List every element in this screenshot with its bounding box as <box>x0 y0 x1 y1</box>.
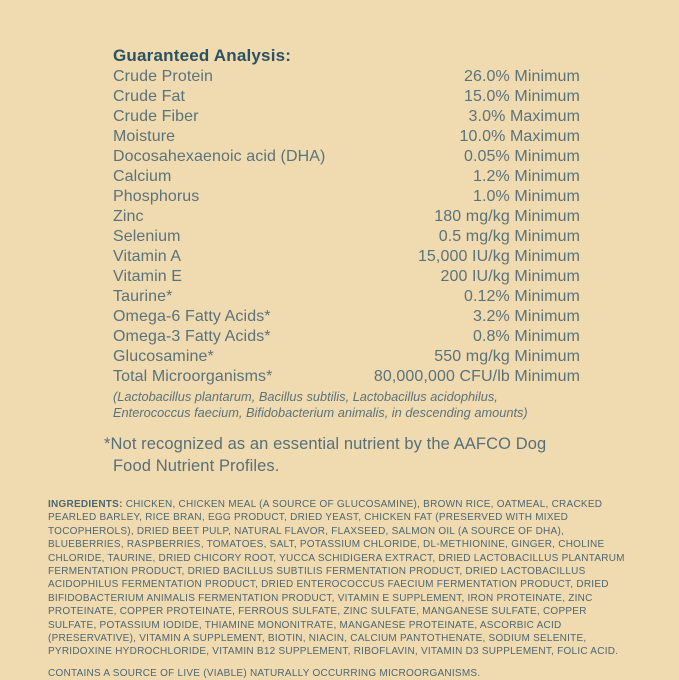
nutrient-value: 26.0% Minimum <box>463 68 580 85</box>
nutrient-value: 0.8% Minimum <box>472 328 580 345</box>
contains-microorganisms-note: CONTAINS A SOURCE OF LIVE (VIABLE) NATURALLY OCCURRING MICROORGANISMS. <box>48 667 481 679</box>
analysis-row <box>113 67 580 87</box>
analysis-row <box>113 367 580 387</box>
analysis-row <box>113 267 580 287</box>
nutrient-value: 10.0% Maximum <box>459 128 580 145</box>
guaranteed-analysis-section <box>113 45 580 421</box>
analysis-row <box>113 147 580 167</box>
nutrient-label: Taurine* <box>113 288 173 305</box>
guaranteed-analysis-title: Guaranteed Analysis: <box>113 46 292 65</box>
nutrient-label: Vitamin A <box>113 248 182 265</box>
analysis-row <box>113 327 580 347</box>
nutrient-value: 1.0% Minimum <box>472 188 580 205</box>
nutrient-label: Omega-3 Fatty Acids* <box>113 328 271 345</box>
nutrient-label: Total Microorganisms* <box>113 368 273 385</box>
nutrient-label: Moisture <box>113 128 176 145</box>
nutrient-value: 15.0% Minimum <box>463 88 580 105</box>
nutrient-value: 0.5 mg/kg Minimum <box>438 228 580 245</box>
nutrient-value: 0.12% Minimum <box>463 288 580 305</box>
nutrient-label: Selenium <box>113 228 181 245</box>
nutrient-label: Crude Fiber <box>113 108 199 125</box>
analysis-row <box>113 207 580 227</box>
analysis-row <box>113 227 580 247</box>
nutrient-value: 180 mg/kg Minimum <box>434 208 580 225</box>
nutrient-label: Omega-6 Fatty Acids* <box>113 308 271 325</box>
nutrient-label: Zinc <box>113 208 144 225</box>
ingredients-label: INGREDIENTS: <box>48 499 123 510</box>
nutrient-value: 0.05% Minimum <box>463 148 580 165</box>
analysis-row <box>113 167 580 187</box>
nutrient-label: Calcium <box>113 168 172 185</box>
analysis-row <box>113 307 580 327</box>
nutrient-value: 80,000,000 CFU/lb Minimum <box>373 368 580 385</box>
nutrient-label: Phosphorus <box>113 188 200 205</box>
nutrient-label: Vitamin E <box>113 268 183 285</box>
analysis-row <box>113 87 580 107</box>
nutrient-value: 3.2% Minimum <box>472 308 580 325</box>
ingredients-paragraph <box>48 498 636 659</box>
nutrient-value: 550 mg/kg Minimum <box>434 348 580 365</box>
nutrient-label: Crude Fat <box>113 88 186 105</box>
nutrient-label: Glucosamine* <box>113 348 214 365</box>
analysis-row <box>113 187 580 207</box>
nutrient-value: 3.0% Maximum <box>468 108 580 125</box>
analysis-row <box>113 107 580 127</box>
aafco-footnote: *Not recognized as an essential nutrient by the AAFCO Dog Food Nutrient Profiles. <box>104 435 547 475</box>
analysis-row <box>113 347 580 367</box>
nutrient-label: Crude Protein <box>113 68 214 85</box>
analysis-table <box>113 67 580 387</box>
analysis-row <box>113 247 580 267</box>
nutrient-value: 200 IU/kg Minimum <box>440 268 580 285</box>
ingredients-text: CHICKEN, CHICKEN MEAL (A SOURCE OF GLUCOSAMINE), BROWN RICE, OATMEAL, CRACKED PEARLED BARLEY, RICE BRAN, EGG PRODUCT, DRIED YEAST, CHICKEN FAT (PRESERVED WITH MIXED TOCOPHEROLS), DRIED BEET PULP, NATURAL FLAVOR, FLAXSEED, SALMON OIL (A SOURCE OF DHA), BLUEBERRIES, RASPBERRIES, TOMATOES, SALT, POTASSIUM CHLORIDE, DL-METHIONINE, GINGER, CHOLINE CHLORIDE, TAURINE, DRIED CHICORY ROOT, YUCCA SCHIDIGERA EXTRACT, DRIED LACTOBACILLUS PLANTARUM FERMENTATION PRODUCT, DRIED BACILLUS SUBTILIS FERMENTATION PRODUCT, DRIED LACTOBACILLUS ACIDOPHILUS FERMENTATION PRODUCT, DRIED ENTEROCOCCUS FAECIUM FERMENTATION PRODUCT, DRIED BIFIDOBACTERIUM ANIMALIS FERMENTATION PRODUCT, VITAMIN E SUPPLEMENT, IRON PROTEINATE, ZINC PROTEINATE, COPPER PROTEINATE, FERROUS SULFATE, ZINC SULFATE, MANGANESE SULFATE, COPPER SULFATE, POTASSIUM IODIDE, THIAMINE MONONITRATE, MANGANESE PROTEINATE, ASCORBIC ACID (PRESERVATIVE), VITAMIN A SUPPLEMENT, BIOTIN, NIACIN, CALCIUM PANTOTHENATE, SODIUM SELENITE, PYRIDOXINE HYDROCHLORIDE, VITAMIN B12 SUPPLEMENT, RIBOFLAVIN, VITAMIN D3 SUPPLEMENT, FOLIC ACID. <box>48 499 625 658</box>
nutrient-label: Docosahexaenoic acid (DHA) <box>113 148 326 165</box>
nutrient-value: 1.2% Minimum <box>472 168 580 185</box>
analysis-row <box>113 127 580 147</box>
microorganisms-species-note: (Lactobacillus plantarum, Bacillus subtilis, Lactobacillus acidophilus, Enterococcus faecium, Bifidobacterium animalis, in descending amounts) <box>113 389 528 420</box>
analysis-row <box>113 287 580 307</box>
nutrient-value: 15,000 IU/kg Minimum <box>417 248 580 265</box>
